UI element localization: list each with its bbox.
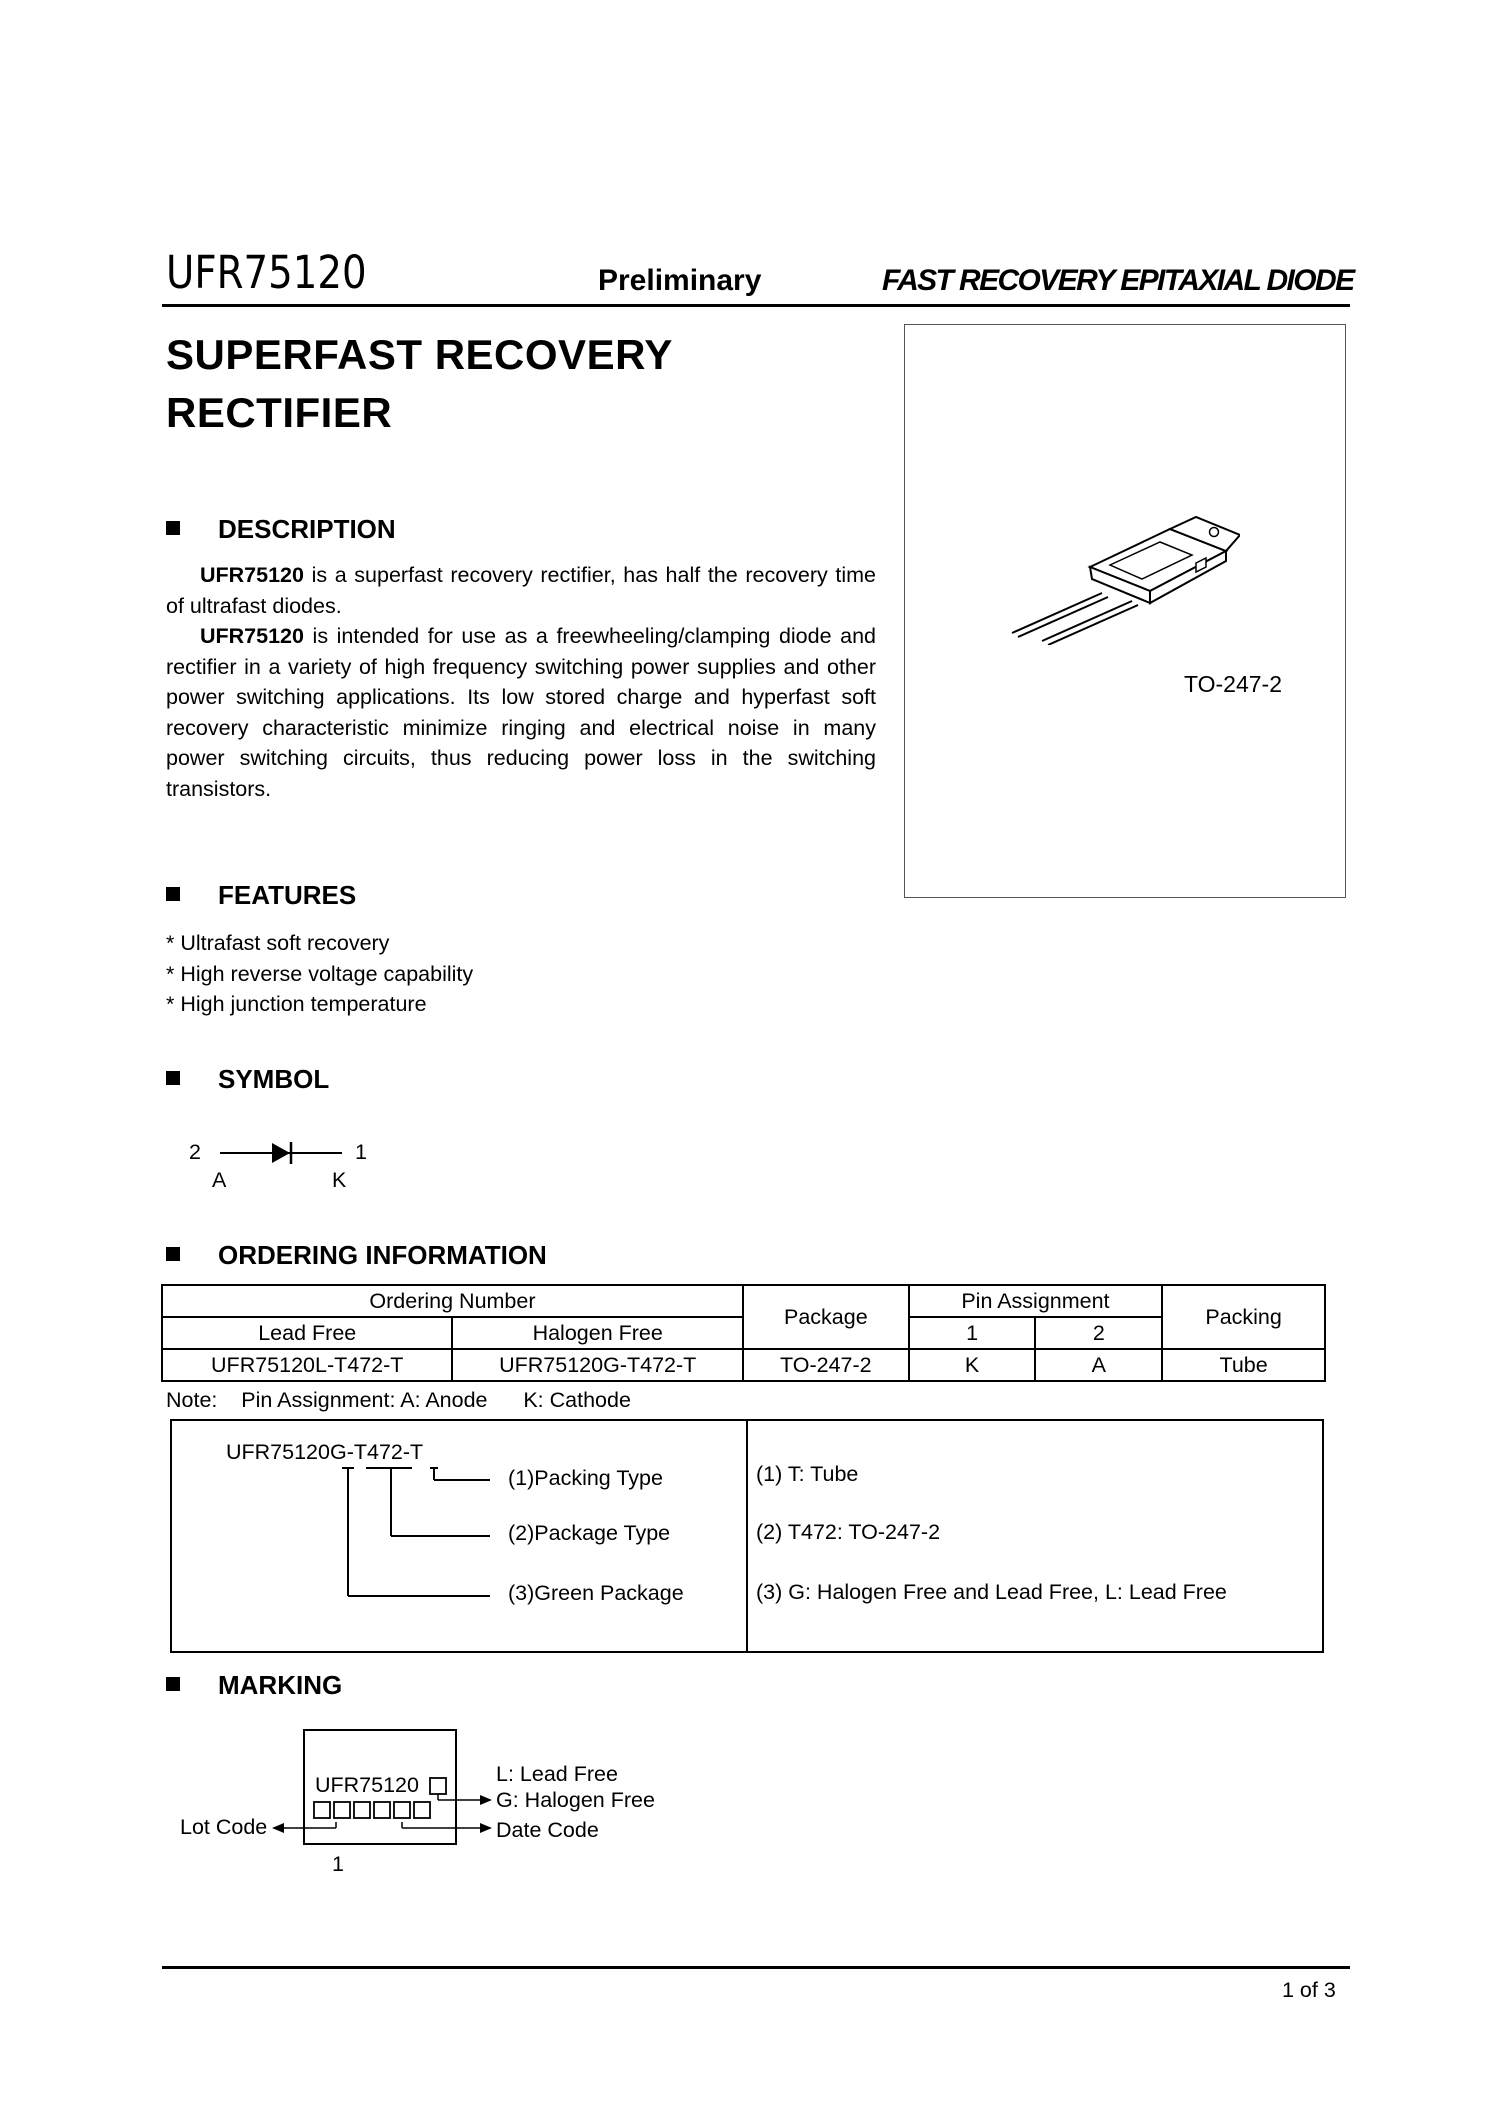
to247-package-drawing bbox=[1000, 515, 1240, 645]
description-heading: DESCRIPTION bbox=[166, 514, 396, 545]
features-heading: FEATURES bbox=[166, 880, 356, 911]
marking-halogen-free: G: Halogen Free bbox=[496, 1788, 655, 1812]
marking-date-code: Date Code bbox=[496, 1818, 599, 1842]
header-pin-1: 1 bbox=[909, 1317, 1036, 1349]
header-pin-2: 2 bbox=[1035, 1317, 1162, 1349]
code-item-desc-3: (3) G: Halogen Free and Lead Free, L: Lead Free bbox=[756, 1580, 1227, 1604]
symbol-pin-2: 2 bbox=[189, 1140, 201, 1164]
ordering-code-divider bbox=[746, 1419, 748, 1651]
title-line-1: SUPERFAST RECOVERY bbox=[166, 331, 673, 378]
header-packing: Packing bbox=[1162, 1285, 1325, 1349]
category-label: FAST RECOVERY EPITAXIAL DIODE bbox=[882, 264, 1354, 297]
header-pin-assignment: Pin Assignment bbox=[909, 1285, 1163, 1317]
package-label: TO-247-2 bbox=[1184, 671, 1283, 697]
table-row bbox=[162, 1349, 1325, 1381]
header-lead-free: Lead Free bbox=[162, 1317, 452, 1349]
code-item-label-3: (3)Green Package bbox=[508, 1581, 684, 1605]
feature-item: * Ultrafast soft recovery bbox=[166, 931, 390, 955]
ordering-code-leader-lines bbox=[340, 1466, 500, 1602]
description-paragraph-1: UFR75120 is a superfast recovery rectifier, has half the recovery time of ultrafast diodes. bbox=[166, 563, 876, 618]
cell-halogen-free: UFR75120G-T472-T bbox=[452, 1349, 742, 1381]
cell-pin-2: A bbox=[1035, 1349, 1162, 1381]
marking-lead-free: L: Lead Free bbox=[496, 1762, 618, 1786]
part-number: UFR75120 bbox=[166, 246, 367, 299]
diode-symbol-icon bbox=[216, 1140, 346, 1166]
square-bullet-icon bbox=[166, 1071, 180, 1085]
title-line-2: RECTIFIER bbox=[166, 389, 393, 436]
description-text bbox=[166, 560, 876, 804]
code-item-desc-2: (2) T472: TO-247-2 bbox=[756, 1520, 941, 1544]
marking-suffix-box bbox=[430, 1778, 446, 1794]
code-item-desc-1: (1) T: Tube bbox=[756, 1462, 859, 1486]
page-number: 1 of 3 bbox=[1282, 1978, 1336, 2002]
code-item-label-1: (1)Packing Type bbox=[508, 1466, 663, 1490]
features-list bbox=[166, 928, 473, 1020]
status-label: Preliminary bbox=[598, 264, 762, 297]
symbol-anode-label: A bbox=[212, 1168, 227, 1192]
ordering-note: Note: Pin Assignment: A: Anode K: Cathode bbox=[166, 1388, 631, 1412]
footer-rule bbox=[162, 1966, 1350, 1969]
square-bullet-icon bbox=[166, 1247, 180, 1261]
square-bullet-icon bbox=[166, 887, 180, 901]
ordering-code-example: UFR75120G-T472-T bbox=[226, 1440, 424, 1464]
cell-lead-free: UFR75120L-T472-T bbox=[162, 1349, 452, 1381]
symbol-pin-1: 1 bbox=[355, 1140, 367, 1164]
marking-part-text: UFR75120 bbox=[315, 1773, 419, 1797]
page-title bbox=[166, 326, 673, 442]
marking-lot-code: Lot Code bbox=[180, 1815, 268, 1839]
cell-packing: Tube bbox=[1162, 1349, 1325, 1381]
description-paragraph-2: UFR75120 is intended for use as a freewheeling/clamping diode and rectifier in a variety of high frequency switching power supplies and other power switching applications. Its low stored charge and hyperfast soft recovery characteristic minimize ringing and electrical noise in many power switching circuits, thus reducing power loss in the switching transistors. bbox=[166, 624, 876, 801]
symbol-heading: SYMBOL bbox=[166, 1064, 329, 1095]
square-bullet-icon bbox=[166, 521, 180, 535]
header-rule bbox=[162, 304, 1350, 307]
mounting-hole-icon bbox=[1210, 528, 1219, 537]
marking-pin-1: 1 bbox=[332, 1852, 344, 1876]
ordering-heading: ORDERING INFORMATION bbox=[166, 1240, 547, 1271]
header-package: Package bbox=[743, 1285, 909, 1349]
header-ordering-number: Ordering Number bbox=[162, 1285, 743, 1317]
header-halogen-free: Halogen Free bbox=[452, 1317, 742, 1349]
marking-heading: MARKING bbox=[166, 1670, 342, 1701]
ordering-table bbox=[161, 1284, 1326, 1382]
cell-pin-1: K bbox=[909, 1349, 1036, 1381]
cell-package: TO-247-2 bbox=[743, 1349, 909, 1381]
table-header-row bbox=[162, 1285, 1325, 1317]
symbol-cathode-label: K bbox=[332, 1168, 347, 1192]
feature-item: * High reverse voltage capability bbox=[166, 961, 474, 986]
code-item-label-2: (2)Package Type bbox=[508, 1521, 671, 1545]
square-bullet-icon bbox=[166, 1677, 180, 1691]
feature-item: * High junction temperature bbox=[166, 992, 427, 1016]
